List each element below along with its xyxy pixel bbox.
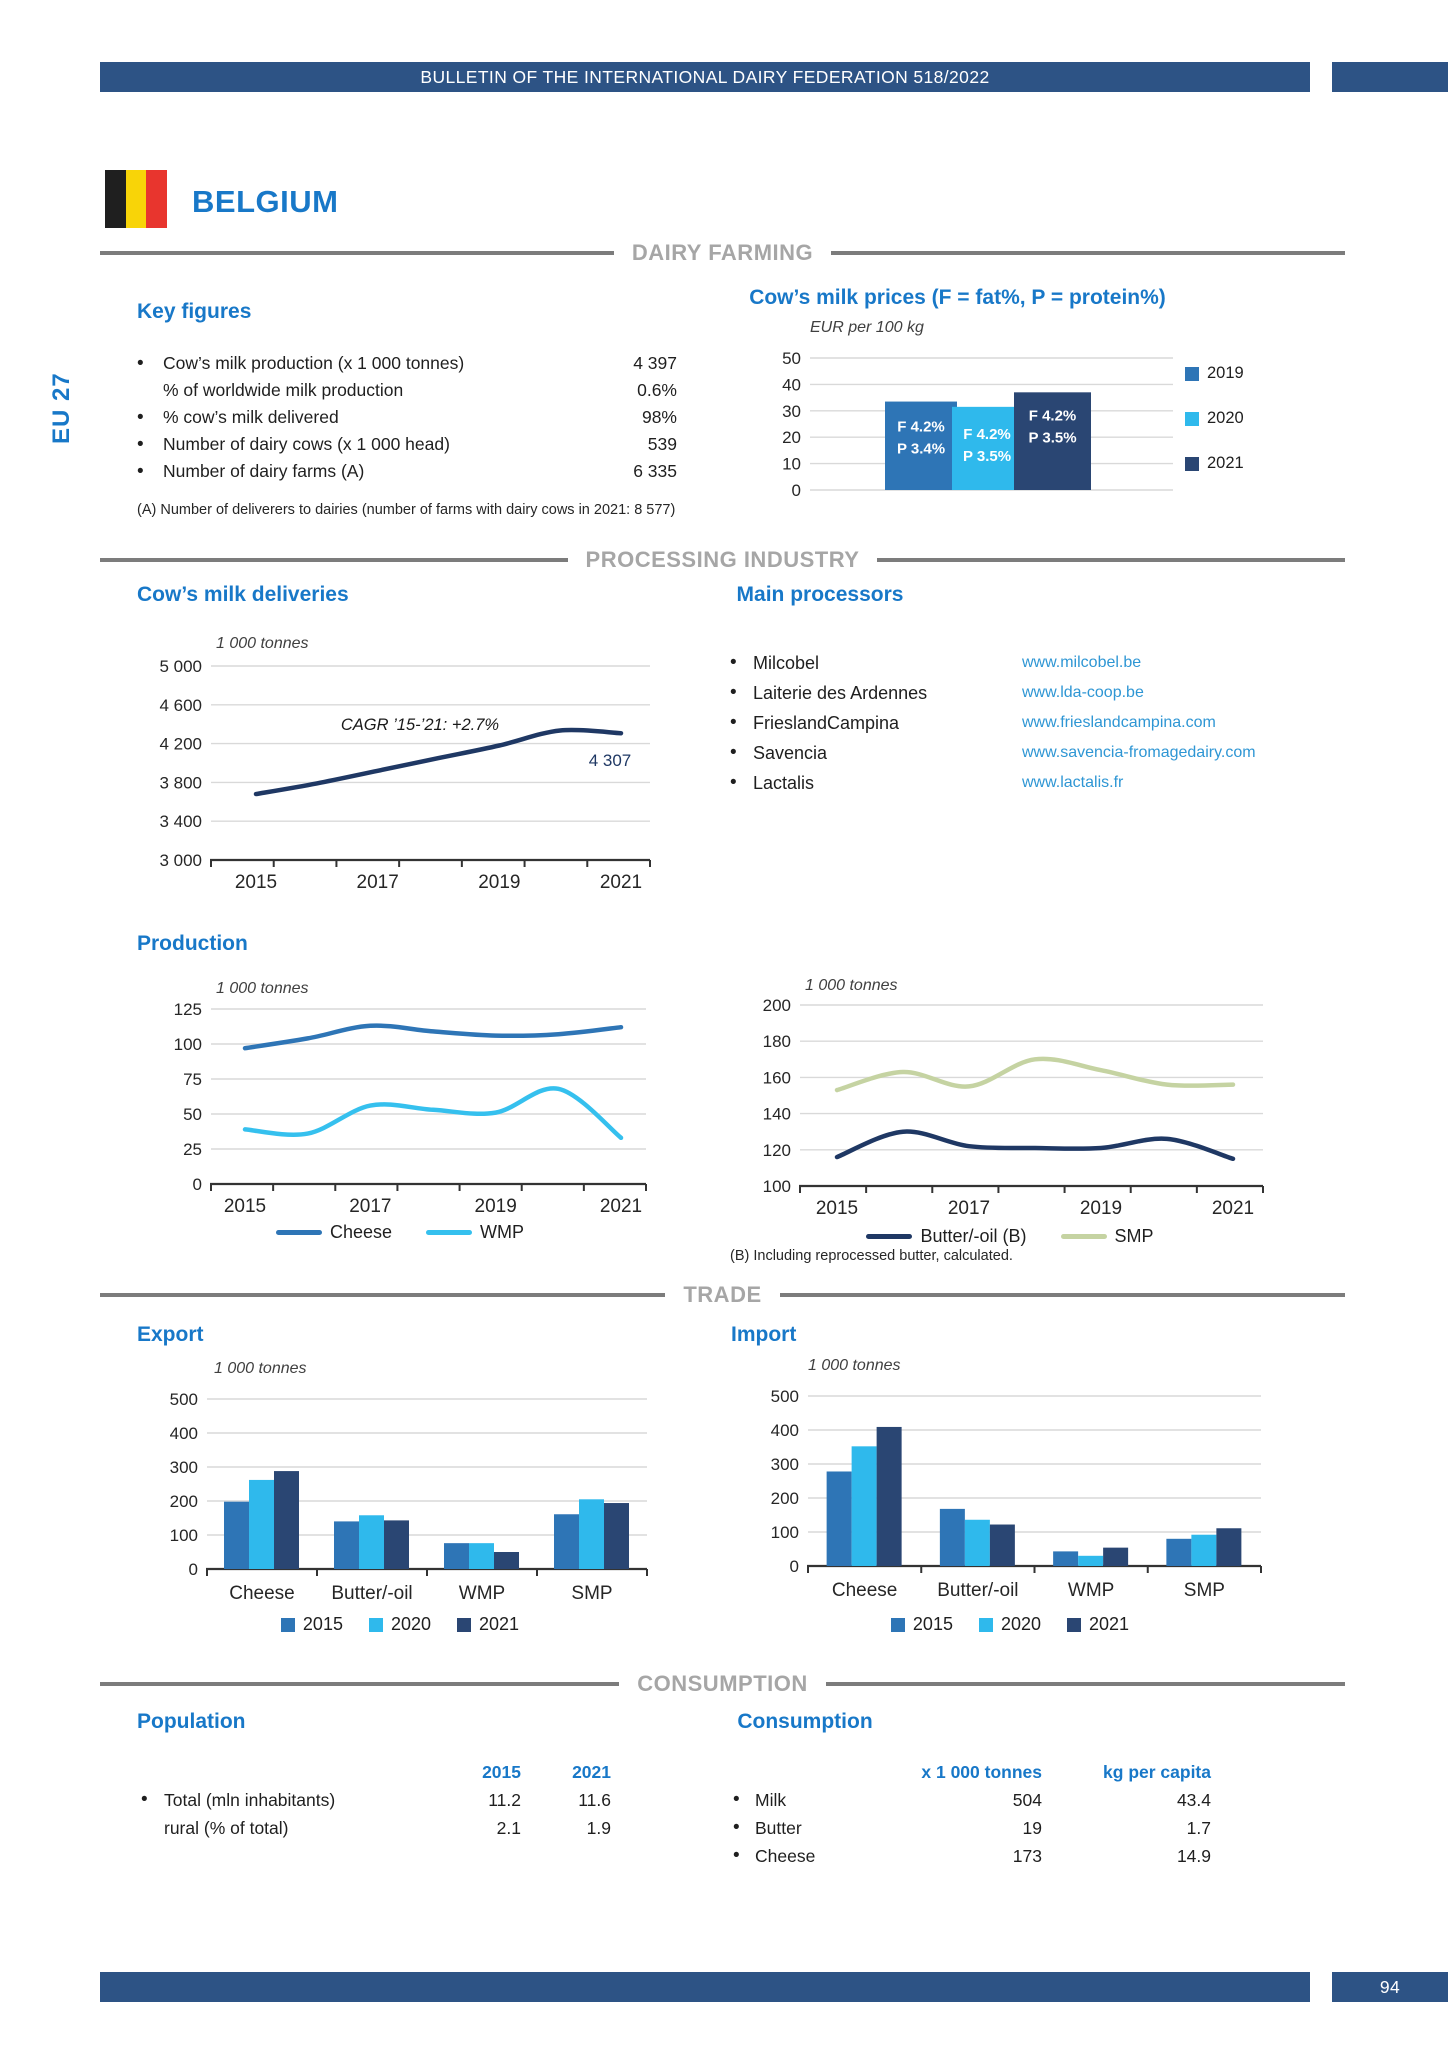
legend-entry-2020 [979, 1614, 1041, 1635]
bullet-icon: • [137, 407, 144, 428]
processor-link[interactable]: www.lda-coop.be [1022, 684, 1144, 701]
legend-line-butter [866, 1234, 912, 1239]
svg-text:0: 0 [789, 1557, 799, 1576]
processor-name: Milcobel [753, 653, 820, 673]
svg-text:50: 50 [183, 1105, 202, 1124]
svg-text:10: 10 [782, 454, 801, 474]
bullet-icon: • [141, 1789, 148, 1810]
processor-row [712, 648, 1292, 678]
svg-text:300: 300 [770, 1455, 799, 1474]
legend-swatch-2021 [1067, 1618, 1081, 1632]
svg-text:30: 30 [782, 401, 801, 421]
footer-bar [100, 1972, 1310, 2002]
legend-line-wmp [426, 1230, 472, 1235]
legend-entry-2020 [369, 1614, 431, 1635]
row-label: Total (mln inhabitants) [164, 1790, 336, 1810]
production-cheese-wmp-chart [130, 975, 670, 1219]
svg-text:WMP: WMP [1067, 1580, 1115, 1601]
legend-label-2015: 2015 [912, 1614, 953, 1634]
value-per-capita: 43.4 [1176, 1790, 1211, 1810]
svg-text:0: 0 [791, 481, 801, 500]
svg-text:100: 100 [770, 1523, 799, 1542]
bullet-icon: • [733, 1845, 740, 1866]
svg-text:SMP: SMP [1183, 1580, 1225, 1601]
legend-label-wmp: WMP [480, 1222, 525, 1242]
svg-text:140: 140 [762, 1104, 791, 1124]
legend-entry-2021 [1067, 1614, 1129, 1635]
svg-text:120: 120 [762, 1140, 791, 1160]
svg-text:2017: 2017 [947, 1198, 991, 1219]
legend-entry-2015 [891, 1614, 953, 1635]
value-tonnes: 173 [1012, 1846, 1042, 1866]
table-row [137, 1814, 617, 1842]
svg-text:25: 25 [183, 1140, 202, 1159]
svg-text:0: 0 [192, 1175, 202, 1194]
bullet-icon: • [733, 1817, 740, 1838]
legend-entry-2020 [1185, 409, 1244, 428]
value-2021: 1.9 [586, 1818, 611, 1838]
key-figure-row [137, 404, 677, 431]
svg-text:3 000: 3 000 [159, 851, 202, 870]
legend-label-cheese: Cheese [329, 1222, 393, 1242]
legend-label-butter: Butter/-oil (B) [920, 1226, 1027, 1246]
svg-text:SMP: SMP [571, 1583, 613, 1604]
svg-text:180: 180 [762, 1032, 791, 1052]
key-figures-list [137, 350, 677, 485]
section-divider-consumption [100, 1669, 1345, 1699]
key-figure-value: 6 335 [633, 461, 677, 481]
legend-label-2020: 2020 [1207, 409, 1244, 427]
region-label: EU 27 [48, 372, 75, 444]
table-header-row [725, 1758, 1215, 1786]
legend-entry-wmp [426, 1222, 524, 1243]
svg-text:75: 75 [183, 1070, 202, 1089]
key-figures-footnote: (A) Number of deliverers to dairies (number of farms with dairy cows in 2021: 8 577) [137, 502, 676, 518]
svg-text:0: 0 [188, 1560, 198, 1579]
processor-link[interactable]: www.frieslandcampina.com [1022, 714, 1216, 731]
processors-list [712, 648, 1292, 798]
page-number: 94 [1379, 1977, 1401, 1997]
svg-text:5 000: 5 000 [159, 657, 202, 676]
consumption-heading: Consumption [737, 1710, 873, 1733]
column-header-2015: 2015 [482, 1762, 521, 1782]
svg-text:WMP: WMP [458, 1583, 506, 1604]
legend-label-2020: 2020 [390, 1614, 432, 1634]
legend-swatch-2021 [1185, 457, 1199, 471]
import-heading: Import [731, 1323, 797, 1346]
footer-page-block [1332, 1972, 1448, 2002]
svg-text:2015: 2015 [815, 1198, 859, 1219]
svg-text:4 600: 4 600 [159, 695, 202, 715]
svg-text:Butter/-oil: Butter/-oil [937, 1580, 1019, 1601]
production-butter-smp-chart [730, 972, 1290, 1222]
processor-row [712, 678, 1292, 708]
legend-swatch-2015 [891, 1618, 905, 1632]
svg-text:Cheese: Cheese [831, 1580, 898, 1601]
svg-text:2021: 2021 [599, 872, 643, 893]
svg-text:1 000 tonnes: 1 000 tonnes [216, 980, 309, 997]
table-row [137, 1786, 617, 1814]
legend-entry-2019 [1185, 364, 1244, 383]
processors-heading: Main processors [736, 583, 904, 606]
key-figure-label: Cow’s milk production (x 1 000 tonnes) [163, 353, 465, 373]
section-title-trade: TRADE [665, 1282, 779, 1308]
population-table [137, 1758, 617, 1842]
value-tonnes: 504 [1012, 1790, 1042, 1810]
column-header-2021: 2021 [572, 1762, 611, 1782]
svg-text:160: 160 [762, 1068, 791, 1088]
legend-entry-2015 [281, 1614, 343, 1635]
legend-swatch-2021 [457, 1618, 471, 1632]
legend-swatch-2020 [1185, 412, 1199, 426]
table-row [725, 1814, 1215, 1842]
legend-label-2019: 2019 [1207, 364, 1244, 382]
header-title: BULLETIN OF THE INTERNATIONAL DAIRY FEDERATION 518/2022 [420, 67, 990, 87]
legend-label-2015: 2015 [302, 1614, 343, 1634]
svg-text:3 400: 3 400 [159, 812, 202, 832]
row-label: Milk [755, 1790, 787, 1810]
section-divider-dairy-farming [100, 238, 1345, 268]
svg-text:100: 100 [169, 1526, 198, 1545]
production-heading: Production [137, 932, 248, 955]
key-figure-row [137, 377, 677, 404]
svg-text:50: 50 [782, 349, 801, 368]
bullet-icon: • [733, 1789, 740, 1810]
svg-text:Cheese: Cheese [229, 1583, 295, 1604]
processor-row [712, 738, 1292, 768]
legend-entry-2021 [457, 1614, 519, 1635]
milk-prices-legend [1185, 364, 1244, 473]
svg-text:2017: 2017 [349, 1196, 392, 1217]
deliveries-chart [130, 630, 670, 900]
svg-text:2021: 2021 [599, 1196, 643, 1217]
bullet-icon: • [137, 434, 144, 455]
table-header-row [137, 1758, 617, 1786]
section-title-processing-industry: PROCESSING INDUSTRY [568, 547, 878, 573]
bullet-icon: • [137, 353, 144, 374]
country-title: BELGIUM [192, 184, 339, 219]
key-figure-row [137, 431, 677, 458]
svg-text:125: 125 [173, 1000, 202, 1019]
legend-swatch-2015 [281, 1618, 295, 1632]
svg-text:100: 100 [762, 1177, 791, 1196]
svg-text:P 3.5%: P 3.5% [1028, 429, 1077, 447]
svg-text:200: 200 [762, 996, 791, 1015]
svg-text:100: 100 [173, 1035, 202, 1054]
svg-text:500: 500 [169, 1390, 198, 1409]
value-tonnes: 19 [1022, 1818, 1042, 1838]
legend-swatch-2020 [979, 1618, 993, 1632]
svg-text:2019: 2019 [1079, 1198, 1123, 1219]
svg-text:CAGR ’15-’21: +2.7%: CAGR ’15-’21: +2.7% [340, 716, 500, 734]
svg-text:F 4.2%: F 4.2% [963, 425, 1011, 443]
legend-label-2021: 2021 [1207, 454, 1244, 472]
section-divider-processing-industry [100, 545, 1345, 575]
key-figure-value: 0.6% [637, 380, 677, 400]
svg-text:4 307: 4 307 [588, 751, 632, 770]
population-heading: Population [137, 1710, 246, 1733]
key-figure-value: 98% [641, 407, 677, 427]
svg-text:3 800: 3 800 [159, 773, 202, 793]
export-chart [130, 1355, 670, 1607]
bullet-icon: • [730, 682, 737, 703]
value-per-capita: 1.7 [1186, 1818, 1211, 1838]
production-right-legend [730, 1226, 1290, 1247]
header-side-block [1332, 62, 1448, 92]
svg-text:200: 200 [169, 1492, 198, 1511]
key-figure-label: Number of dairy farms (A) [163, 461, 365, 481]
flag-stripe-black [105, 170, 126, 228]
svg-text:F 4.2%: F 4.2% [897, 418, 945, 436]
key-figure-value: 539 [647, 434, 677, 454]
table-row [725, 1786, 1215, 1814]
svg-text:300: 300 [169, 1458, 198, 1477]
key-figure-row [137, 350, 677, 377]
processor-link[interactable]: www.lactalis.fr [1022, 774, 1124, 791]
svg-text:2019: 2019 [474, 1196, 517, 1217]
svg-text:2019: 2019 [478, 872, 521, 893]
svg-text:2017: 2017 [356, 872, 399, 893]
value-2021: 11.6 [578, 1790, 611, 1810]
processor-row [712, 768, 1292, 798]
row-label: Butter [755, 1818, 802, 1838]
legend-entry-butter [866, 1226, 1026, 1247]
svg-text:400: 400 [169, 1424, 198, 1443]
legend-entry-cheese [276, 1222, 392, 1243]
svg-text:40: 40 [782, 375, 801, 395]
header-bar [100, 62, 1310, 92]
value-2015: 11.2 [488, 1790, 521, 1810]
section-title-consumption: CONSUMPTION [619, 1671, 826, 1697]
key-figure-label: % cow’s milk delivered [163, 407, 339, 427]
import-chart [730, 1352, 1290, 1604]
table-row [725, 1842, 1215, 1870]
production-left-legend [130, 1222, 670, 1243]
key-figure-row [137, 458, 677, 485]
legend-label-smp: SMP [1114, 1226, 1154, 1246]
milk-prices-title: Cow’s milk prices (F = fat%, P = protein%) [749, 286, 1166, 309]
export-heading: Export [137, 1323, 204, 1346]
svg-text:Butter/-oil: Butter/-oil [331, 1583, 413, 1604]
key-figure-label: % of worldwide milk production [163, 380, 404, 400]
processor-link[interactable]: www.milcobel.be [1022, 654, 1142, 671]
import-legend [730, 1614, 1290, 1635]
svg-text:2015: 2015 [223, 1196, 267, 1217]
bullet-icon: • [730, 712, 737, 733]
consumption-table [725, 1758, 1215, 1870]
legend-entry-2021 [1185, 454, 1244, 473]
belgium-flag-icon [105, 170, 167, 228]
svg-text:1 000 tonnes: 1 000 tonnes [216, 635, 309, 652]
row-label: rural (% of total) [164, 1818, 289, 1838]
processor-name: Laiterie des Ardennes [753, 683, 928, 703]
processor-link[interactable]: www.savencia-fromagedairy.com [1022, 744, 1256, 761]
legend-swatch-2020 [369, 1618, 383, 1632]
key-figures-heading: Key figures [137, 300, 252, 323]
svg-text:1 000 tonnes: 1 000 tonnes [805, 977, 898, 994]
processor-name: Lactalis [753, 773, 815, 793]
legend-label-2021: 2021 [479, 1614, 520, 1634]
processor-name: Savencia [753, 743, 828, 763]
key-figure-label: Number of dairy cows (x 1 000 head) [163, 434, 450, 454]
svg-text:EUR per 100 kg: EUR per 100 kg [810, 319, 924, 336]
svg-text:1 000 tonnes: 1 000 tonnes [214, 1360, 307, 1377]
svg-text:F 4.2%: F 4.2% [1028, 407, 1077, 425]
svg-text:P 3.4%: P 3.4% [896, 440, 946, 458]
legend-swatch-2019 [1185, 367, 1199, 381]
flag-stripe-yellow [126, 170, 147, 228]
legend-label-2021: 2021 [1089, 1614, 1130, 1634]
section-title-dairy-farming: DAIRY FARMING [614, 240, 831, 266]
export-legend [130, 1614, 670, 1635]
svg-text:1 000 tonnes: 1 000 tonnes [808, 1357, 901, 1374]
row-label: Cheese [755, 1846, 816, 1866]
bullet-icon: • [137, 461, 144, 482]
legend-line-smp [1061, 1234, 1107, 1239]
legend-entry-smp [1061, 1226, 1154, 1247]
svg-text:4 200: 4 200 [159, 734, 202, 754]
value-2015: 2.1 [496, 1818, 521, 1838]
legend-line-cheese [276, 1230, 322, 1235]
svg-text:400: 400 [770, 1421, 799, 1440]
column-header-tonnes: x 1 000 tonnes [921, 1762, 1042, 1782]
bullet-icon: • [730, 772, 737, 793]
bullet-icon: • [730, 742, 737, 763]
flag-stripe-red [146, 170, 167, 228]
bullet-icon: • [730, 652, 737, 673]
deliveries-heading: Cow’s milk deliveries [137, 583, 349, 606]
processor-name: FrieslandCampina [753, 713, 900, 733]
svg-text:2021: 2021 [1211, 1198, 1255, 1219]
production-footnote: (B) Including reprocessed butter, calculated. [730, 1248, 1013, 1264]
column-header-per-capita: kg per capita [1103, 1762, 1211, 1782]
svg-text:2015: 2015 [234, 872, 278, 893]
legend-label-2020: 2020 [1000, 1614, 1042, 1634]
svg-text:500: 500 [770, 1387, 799, 1406]
svg-text:P 3.5%: P 3.5% [962, 447, 1012, 465]
svg-text:200: 200 [770, 1489, 799, 1508]
key-figure-value: 4 397 [633, 353, 677, 373]
section-divider-trade [100, 1280, 1345, 1310]
processor-row [712, 708, 1292, 738]
value-per-capita: 14.9 [1176, 1846, 1211, 1866]
svg-text:20: 20 [782, 428, 801, 448]
